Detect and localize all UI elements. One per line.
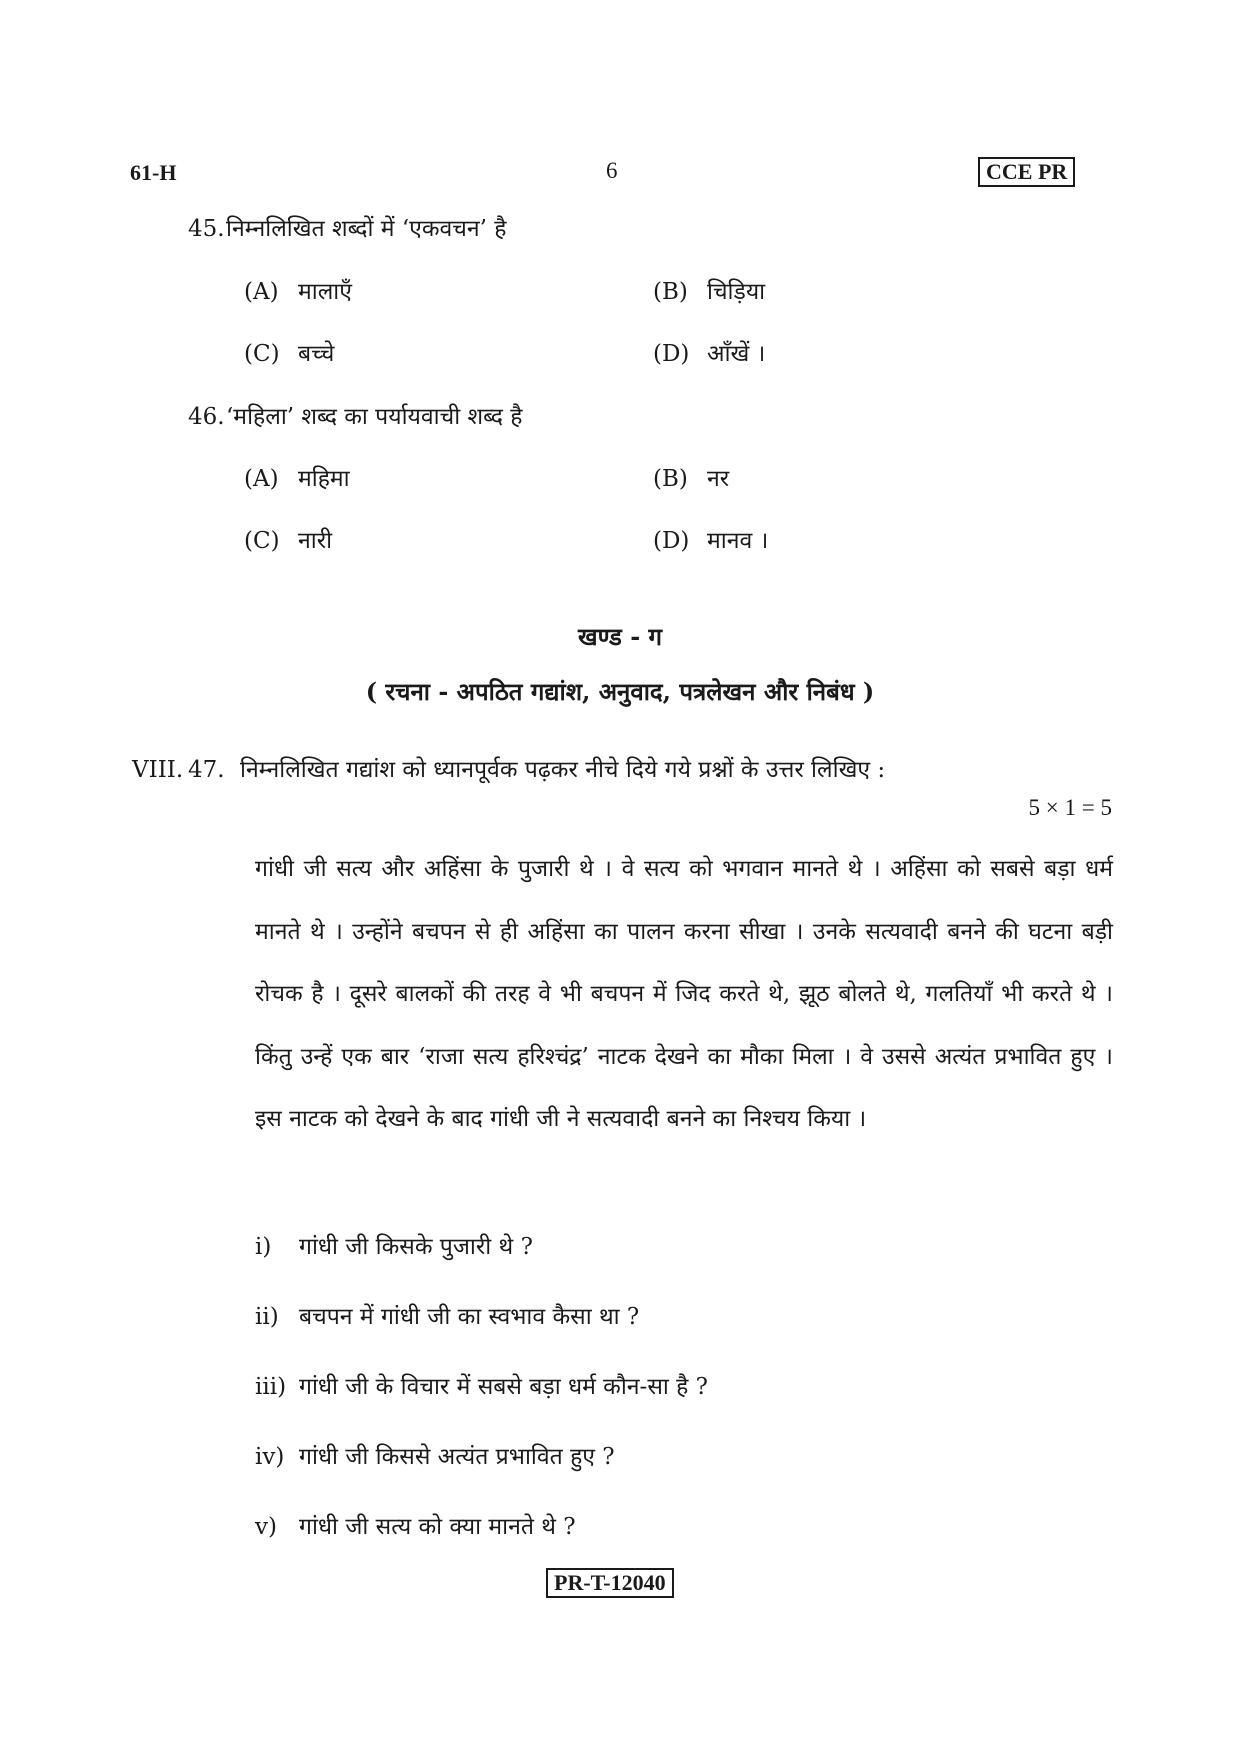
option-text: नर bbox=[707, 466, 730, 492]
option-text: मालाएँ bbox=[298, 279, 352, 305]
sub-question-label: iii) bbox=[255, 1374, 287, 1400]
q45-option-b bbox=[653, 277, 765, 307]
option-label: (A) bbox=[244, 279, 279, 305]
sub-question-label: ii) bbox=[255, 1304, 279, 1330]
sub-question-text: गांधी जी किससे अत्यंत प्रभावित हुए ? bbox=[299, 1444, 615, 1470]
question-number: 47. bbox=[188, 757, 225, 783]
question-45 bbox=[188, 214, 507, 244]
option-text: मानव । bbox=[707, 528, 769, 554]
cce-pr-badge: CCE PR bbox=[978, 157, 1075, 187]
sub-question bbox=[255, 1232, 533, 1262]
q46-option-d bbox=[653, 526, 768, 556]
sub-question bbox=[255, 1302, 639, 1332]
passage: गांधी जी सत्य और अहिंसा के पुजारी थे । वे सत्य को भगवान मानते थे । अहिंसा को सबसे बड़ा धर्म मानते थे । उन्होंने बचपन से ही अहिंसा का पालन करना सीखा । उनके सत्यवादी बनने की घटना बड़ी रोचक है । दूसरे बालकों की तरह वे भी बचपन में जिद करते थे, झूठ बोलते थे, गलतियाँ भी करते थे । किंतु उन्हें एक बार ‘राजा सत्य हरिश्चंद्र’ नाटक देखने का मौका मिला । वे उससे अत्यंत प्रभावित हुए । इस नाटक को देखने के बाद गांधी जी ने सत्यवादी बनने का निश्चय किया । bbox=[255, 856, 1113, 1132]
roman-numeral: VIII. bbox=[132, 757, 184, 783]
footer-code: PR-T-12040 bbox=[546, 1568, 674, 1598]
question-46 bbox=[188, 402, 523, 432]
sub-question-label: i) bbox=[255, 1234, 272, 1260]
option-label: (B) bbox=[653, 279, 688, 305]
paper-code: 61-H bbox=[130, 160, 177, 185]
option-text: नारी bbox=[298, 528, 333, 554]
section-subtitle: ( रचना - अपठित गद्यांश, अनुवाद, पत्रलेखन और निबंध ) bbox=[365, 677, 875, 706]
option-label: (D) bbox=[653, 528, 690, 554]
question-47 bbox=[132, 755, 885, 785]
option-text: बच्चे bbox=[298, 341, 335, 367]
option-label: (C) bbox=[244, 528, 280, 554]
question-text: निम्नलिखित गद्यांश को ध्यानपूर्वक पढ़कर नीचे दिये गये प्रश्नों के उत्तर लिखिए : bbox=[240, 757, 886, 783]
q45-option-c bbox=[244, 339, 334, 369]
sub-question-text: बचपन में गांधी जी का स्वभाव कैसा था ? bbox=[299, 1304, 640, 1330]
sub-question-text: गांधी जी किसके पुजारी थे ? bbox=[299, 1234, 533, 1260]
q46-option-b bbox=[653, 464, 729, 494]
question-number: 45. bbox=[188, 216, 225, 242]
option-label: (B) bbox=[653, 466, 688, 492]
marks: 5 × 1 = 5 bbox=[1028, 795, 1112, 820]
option-text: चिड़िया bbox=[707, 279, 766, 305]
page-number: 6 bbox=[606, 158, 618, 183]
question-text: निम्नलिखित शब्दों में ‘एकवचन’ है bbox=[226, 216, 507, 242]
sub-question bbox=[255, 1442, 615, 1472]
option-label: (D) bbox=[653, 341, 690, 367]
sub-question-text: गांधी जी के विचार में सबसे बड़ा धर्म कौन-सा है ? bbox=[299, 1374, 709, 1400]
q46-option-c bbox=[244, 526, 332, 556]
q45-option-a bbox=[244, 277, 352, 307]
option-label: (A) bbox=[244, 466, 279, 492]
option-label: (C) bbox=[244, 341, 280, 367]
sub-question bbox=[255, 1512, 576, 1542]
option-text: आँखें । bbox=[707, 341, 766, 367]
sub-question-label: iv) bbox=[255, 1444, 285, 1470]
question-text: ‘महिला’ शब्द का पर्यायवाची शब्द है bbox=[226, 404, 523, 430]
option-text: महिमा bbox=[298, 466, 350, 492]
sub-question-text: गांधी जी सत्य को क्या मानते थे ? bbox=[299, 1514, 576, 1540]
section-title: खण्ड - ग bbox=[577, 622, 663, 651]
q45-option-d bbox=[653, 339, 765, 369]
question-number: 46. bbox=[188, 404, 225, 430]
sub-question-label: v) bbox=[255, 1514, 277, 1540]
sub-question bbox=[255, 1372, 708, 1402]
q46-option-a bbox=[244, 464, 350, 494]
